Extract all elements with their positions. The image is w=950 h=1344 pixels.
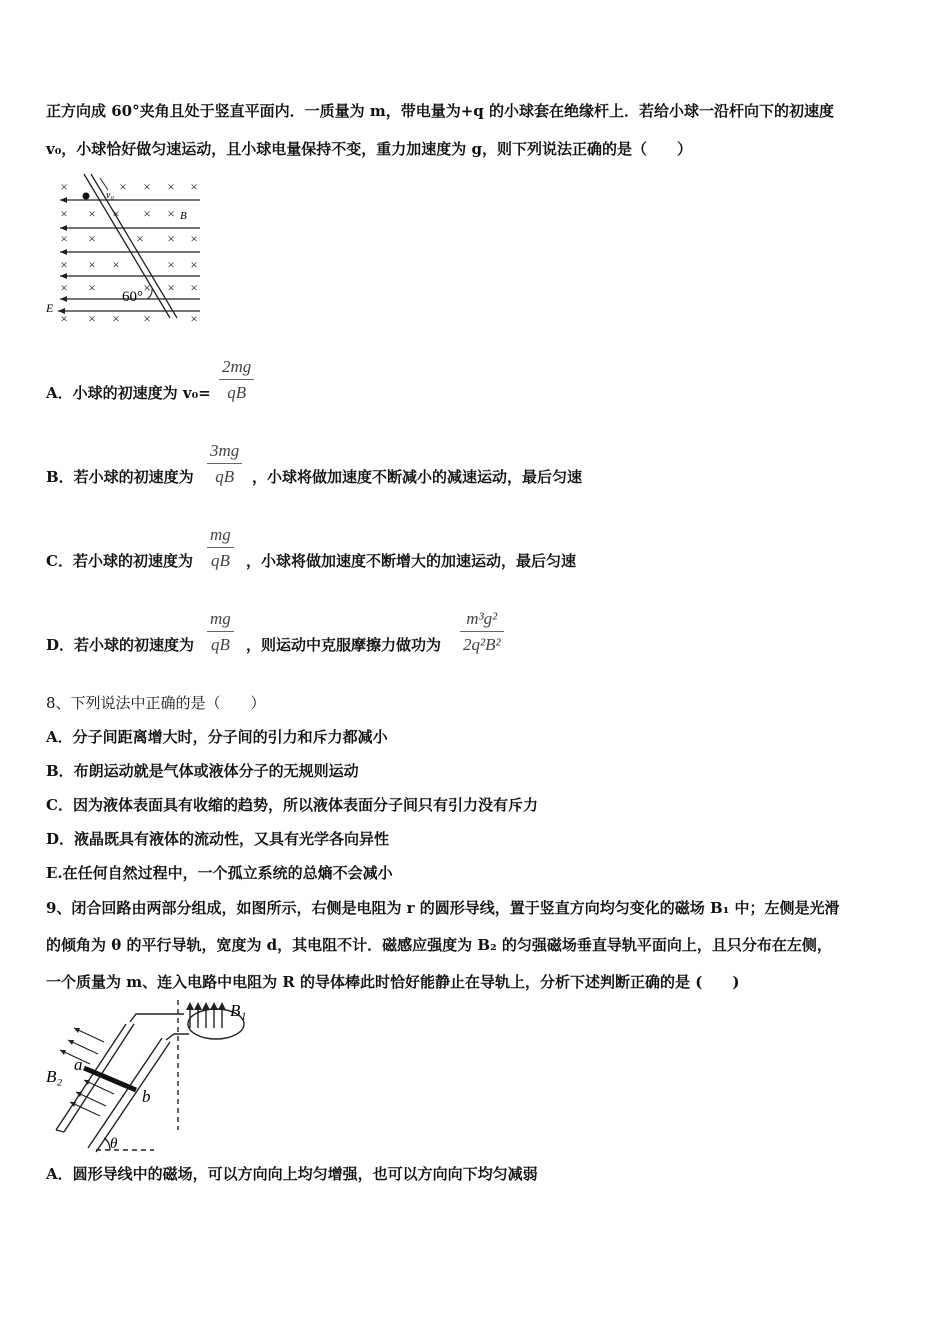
q9-fig-a: a: [74, 1055, 83, 1074]
fraction-numerator: mg: [210, 609, 231, 628]
q7-option-c-fraction: [207, 524, 234, 572]
svg-text:×: ×: [60, 257, 68, 272]
svg-text:×: ×: [88, 311, 96, 326]
svg-text:×: ×: [190, 280, 198, 295]
fraction-denominator: qB: [215, 467, 235, 486]
q7-option-c-post: ，小球将做加速度不断增大的加速运动，最后匀速: [246, 552, 577, 570]
svg-text:×: ×: [60, 311, 68, 326]
fraction-numerator: 3mg: [210, 441, 240, 460]
svg-text:×: ×: [143, 311, 151, 326]
fraction-numerator: mg: [210, 525, 231, 544]
q8-option-d: D．液晶既具有液体的流动性，又具有光学各向异性: [46, 830, 390, 848]
svg-text:×: ×: [167, 231, 175, 246]
q7-option-a-fraction: [219, 356, 254, 404]
svg-text:×: ×: [190, 311, 198, 326]
q8-option-e: E.在任何自然过程中，一个孤立系统的总熵不会减小: [46, 864, 393, 882]
svg-text:×: ×: [167, 280, 175, 295]
q7-fig-B: B: [180, 210, 187, 222]
q7-option-d-mid: ，则运动中克服摩擦力做功为: [246, 636, 442, 654]
svg-text:×: ×: [167, 257, 175, 272]
svg-text:×: ×: [136, 231, 144, 246]
q7-fig-v0: v₀: [106, 190, 114, 201]
q7-option-d-fraction: [207, 608, 234, 656]
svg-text:×: ×: [60, 179, 68, 194]
q7-fig-E: E: [46, 301, 54, 315]
svg-text:×: ×: [112, 206, 120, 221]
svg-text:×: ×: [112, 257, 120, 272]
q9-stem-line-2: 的倾角为 θ 的平行导轨，宽度为 d，其电阻不计．磁感应强度为 B₂ 的匀强磁场垂直导轨平面向上，且只分布在左侧，: [46, 936, 832, 954]
q7-stem-line-2: v₀，小球恰好做匀速运动，且小球电量保持不变，重力加速度为 g，则下列说法正确的是（ ）: [46, 140, 693, 158]
q9-fig-theta: θ: [110, 1136, 118, 1152]
svg-text:×: ×: [112, 311, 120, 326]
svg-text:×: ×: [143, 179, 151, 194]
q7-option-d-pre: D．若小球的初速度为: [46, 636, 195, 654]
ball-icon: [83, 193, 90, 200]
svg-text:×: ×: [167, 206, 175, 221]
svg-text:×: ×: [190, 231, 198, 246]
q7-fig-angle: 60°: [122, 289, 143, 305]
q7-option-a: A．小球的初速度为 v₀=: [46, 384, 211, 402]
q7-option-b-post: ，小球将做加速度不断减小的减速运动，最后匀速: [252, 468, 583, 486]
q9-fig-b: b: [142, 1087, 151, 1106]
svg-text:×: ×: [190, 257, 198, 272]
q8-option-c: C．因为液体表面具有收缩的趋势，所以液体表面分子间只有引力没有斥力: [46, 796, 538, 814]
q9-stem-line-3: 一个质量为 m、连入电路中电阻为 R 的导体棒此时恰好能静止在导轨上，分析下述判断正确的是 ( ): [46, 973, 740, 991]
q9-fig-B1: B₁: [230, 1001, 247, 1020]
q8-option-a: A．分子间距离增大时，分子间的引力和斥力都减小: [46, 728, 388, 746]
svg-text:×: ×: [88, 257, 96, 272]
svg-text:×: ×: [190, 179, 198, 194]
q7-option-d-work-fraction: [460, 608, 504, 656]
q8-stem: 8、下列说法中正确的是（ ）: [46, 694, 266, 712]
fraction-denominator: qB: [210, 551, 230, 570]
svg-text:×: ×: [88, 231, 96, 246]
fraction-denominator: qB: [227, 383, 247, 402]
svg-text:×: ×: [119, 179, 127, 194]
q7-stem-line-1: 正方向成 60°夹角且处于竖直平面内．一质量为 m，带电量为+q 的小球套在绝缘杆上．若给小球一沿杆向下的初速度: [46, 102, 834, 120]
svg-text:×: ×: [60, 231, 68, 246]
svg-text:×: ×: [143, 206, 151, 221]
fraction-numerator: m³g²: [466, 609, 498, 628]
q7-option-b-pre: B．若小球的初速度为: [46, 468, 194, 486]
q9-option-a: A．圆形导线中的磁场，可以方向向上均匀增强，也可以方向向下均匀减弱: [46, 1165, 538, 1183]
svg-text:×: ×: [88, 206, 96, 221]
fraction-denominator: 2q²B²: [463, 635, 501, 654]
svg-text:×: ×: [88, 280, 96, 295]
svg-text:×: ×: [60, 280, 68, 295]
q9-stem-line-1: 9、闭合回路由两部分组成，如图所示，右侧是电阻为 r 的圆形导线，置于竖直方向均匀变化的磁场 B₁ 中；左侧是光滑: [46, 899, 840, 917]
svg-text:×: ×: [143, 280, 151, 295]
svg-text:×: ×: [167, 179, 175, 194]
svg-text:×: ×: [60, 206, 68, 221]
fraction-numerator: 2mg: [222, 357, 252, 376]
q9-circuit-diagram: [44, 998, 274, 1154]
q7-field-diagram: [44, 172, 214, 330]
fraction-denominator: qB: [210, 635, 230, 654]
q7-option-b-fraction: [207, 440, 242, 488]
q7-option-c-pre: C．若小球的初速度为: [46, 552, 193, 570]
q8-option-b: B．布朗运动就是气体或液体分子的无规则运动: [46, 762, 359, 780]
q9-fig-B2: B₂: [46, 1067, 63, 1086]
